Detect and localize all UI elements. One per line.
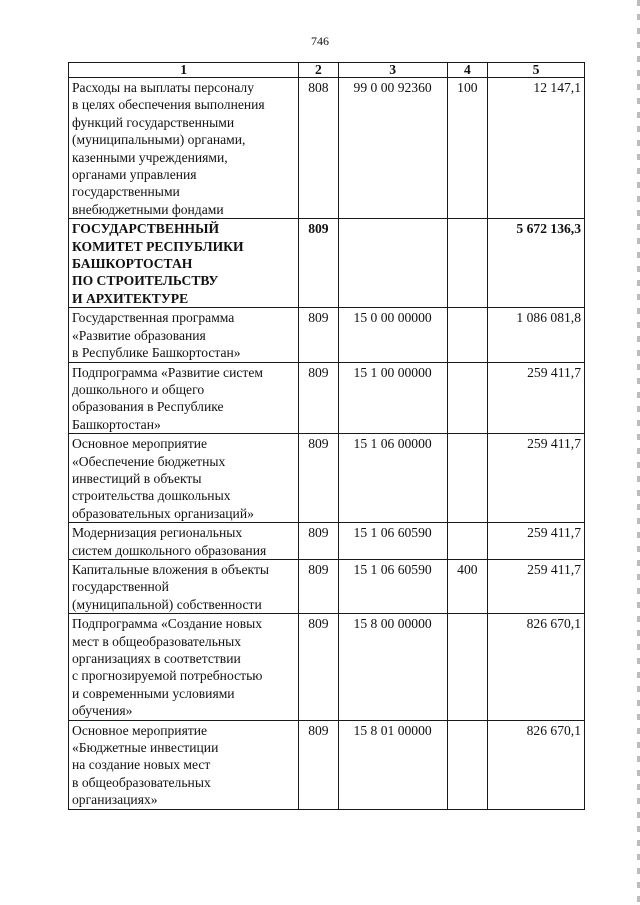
row-amount-cell: 259 411,7 [488,434,585,523]
row-type-cell [447,434,487,523]
row-amount-cell: 259 411,7 [488,362,585,434]
row-amount-cell: 826 670,1 [488,720,585,809]
row-code-cell: 809 [299,614,338,720]
row-name-cell: Основное мероприятие «Обеспечение бюджетных инвестиций в объекты строительства дошкольных образовательных организаций» [69,434,299,523]
row-name-cell: Модернизация региональных систем дошкольного образования [69,523,299,560]
table-row [69,78,585,219]
row-target-cell: 99 0 00 92360 [338,78,447,219]
row-code-cell: 809 [299,523,338,560]
row-type-cell [447,362,487,434]
page-number: 746 [311,34,329,48]
row-name-cell: Расходы на выплаты персоналу в целях обеспечения выполнения функций государственными (муниципальными) органами, казенными учреждениями, органами управления государственными внебюджетными фондами [69,78,299,219]
row-amount-cell: 12 147,1 [488,78,585,219]
row-target-cell: 15 8 00 00000 [338,614,447,720]
header-col-1: 1 [69,63,299,78]
row-code-cell: 809 [299,720,338,809]
row-name-cell: Государственная программа «Развитие образования в Республике Башкортостан» [69,308,299,362]
row-type-cell: 400 [447,559,487,613]
row-target-cell: 15 1 00 00000 [338,362,447,434]
table-row [69,523,585,560]
row-name-cell: Подпрограмма «Создание новых мест в общеобразовательных организациях в соответствии с прогнозируемой потребностью и современными условиями обучения» [69,614,299,720]
table-row [69,219,585,308]
row-target-cell: 15 1 06 60590 [338,523,447,560]
header-col-3: 3 [338,63,447,78]
header-col-2: 2 [299,63,338,78]
row-name-cell: Подпрограмма «Развитие систем дошкольного и общего образования в Республике Башкортостан» [69,362,299,434]
table-row [69,720,585,809]
row-type-cell [447,523,487,560]
budget-table [68,62,585,810]
row-amount-cell: 826 670,1 [488,614,585,720]
row-type-cell: 100 [447,78,487,219]
row-target-cell: 15 8 01 00000 [338,720,447,809]
row-type-cell [447,614,487,720]
row-code-cell: 809 [299,308,338,362]
row-code-cell: 809 [299,219,338,308]
table-body [69,78,585,810]
row-amount-cell: 5 672 136,3 [488,219,585,308]
row-name-cell: Основное мероприятие «Бюджетные инвестиции на создание новых мест в общеобразовательных организациях» [69,720,299,809]
row-code-cell: 809 [299,559,338,613]
row-target-cell: 15 0 00 00000 [338,308,447,362]
row-type-cell [447,219,487,308]
row-target-cell [338,219,447,308]
row-target-cell: 15 1 06 00000 [338,434,447,523]
header-col-4: 4 [447,63,487,78]
row-code-cell: 809 [299,434,338,523]
row-type-cell [447,720,487,809]
table-row [69,434,585,523]
row-name-cell: Капитальные вложения в объекты государственной (муниципальной) собственности [69,559,299,613]
table-row [69,362,585,434]
row-code-cell: 808 [299,78,338,219]
row-target-cell: 15 1 06 60590 [338,559,447,613]
table-row [69,308,585,362]
row-type-cell [447,308,487,362]
table-row [69,614,585,720]
table-header-row [69,63,585,78]
row-amount-cell: 1 086 081,8 [488,308,585,362]
row-code-cell: 809 [299,362,338,434]
row-amount-cell: 259 411,7 [488,559,585,613]
table-row [69,559,585,613]
header-col-5: 5 [488,63,585,78]
row-name-cell: ГОСУДАРСТВЕННЫЙ КОМИТЕТ РЕСПУБЛИКИ БАШКОРТОСТАН ПО СТРОИТЕЛЬСТВУ И АРХИТЕКТУРЕ [69,219,299,308]
row-amount-cell: 259 411,7 [488,523,585,560]
